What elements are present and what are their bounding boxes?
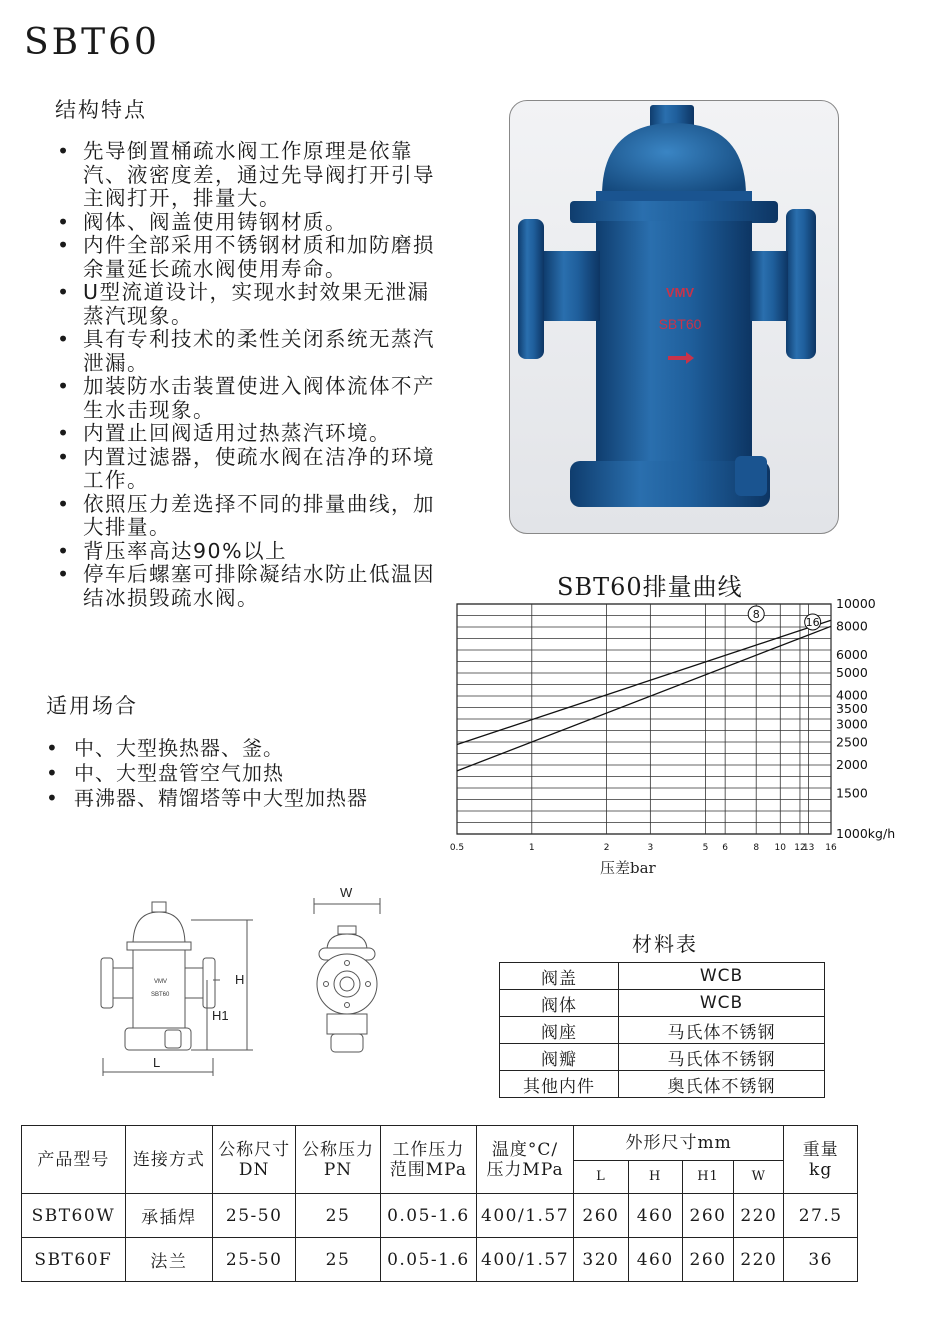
series-label: 8	[752, 608, 760, 621]
table-row	[500, 963, 825, 990]
model-text: SBT60	[658, 316, 702, 332]
feature-item: • 内件全部采用不锈钢材质和加防磨损余量延长疏水阀使用寿命。	[55, 234, 435, 281]
feature-item: • 依照压力差选择不同的排量曲线，加大排量。	[55, 493, 435, 540]
feature-item: • 加装防水击装置使进入阀体流体不产生水击现象。	[55, 375, 435, 422]
material-value: 马氏体不锈钢	[619, 1017, 825, 1044]
page-title: SBT60	[24, 22, 160, 63]
x-tick-label: 8	[753, 843, 760, 853]
header-range	[380, 1126, 476, 1194]
y-tick-label: 3500	[836, 700, 868, 716]
inlet-pipe	[544, 251, 600, 321]
header-w: W	[734, 1161, 784, 1194]
cell-l: 320	[574, 1238, 629, 1282]
label-h1: H1	[212, 1008, 229, 1023]
cell-h1: 260	[682, 1238, 734, 1282]
cell-w: 220	[734, 1238, 784, 1282]
header-temp	[477, 1126, 574, 1194]
x-axis-ticks	[450, 843, 837, 853]
cell-connection: 法兰	[125, 1238, 212, 1282]
table-row	[500, 1017, 825, 1044]
cell-dn: 25-50	[212, 1238, 295, 1282]
cell-temp: 400/1.57	[477, 1238, 574, 1282]
drawing-brand: VMV	[154, 979, 168, 985]
header-range-line1: 工作压力	[392, 1139, 465, 1160]
features-heading: 结构特点	[55, 98, 147, 122]
material-value: 马氏体不锈钢	[619, 1044, 825, 1071]
x-tick-label: 1	[528, 843, 535, 853]
cell-temp: 400/1.57	[477, 1194, 574, 1238]
application-item: • 中、大型盘管空气加热	[46, 761, 368, 786]
body-flange	[570, 201, 778, 223]
chart-title: SBT60排量曲线	[557, 573, 743, 601]
header-dims: 外形尺寸mm	[574, 1126, 784, 1161]
materials-heading: 材料表	[632, 932, 698, 956]
material-value: 奥氏体不锈钢	[619, 1071, 825, 1098]
cell-pn: 25	[296, 1194, 380, 1238]
steam-trap-illustration	[510, 101, 838, 533]
x-tick-label: 13	[802, 843, 815, 853]
cell-model: SBT60W	[22, 1194, 126, 1238]
product-photo	[509, 100, 839, 534]
header-weight-line1: 重量	[802, 1139, 839, 1160]
applications-list	[46, 736, 368, 811]
header-range-line2: 范围MPa	[389, 1159, 467, 1180]
brand-text: VMV	[665, 285, 695, 300]
material-part: 阀盖	[500, 963, 619, 990]
feature-item: • 内置止回阀适用过热蒸汽环境。	[55, 422, 435, 446]
y-tick-label: 5000	[836, 665, 868, 681]
capacity-chart	[440, 596, 920, 881]
x-tick-label: 6	[722, 843, 729, 853]
x-tick-label: 3	[647, 843, 654, 853]
y-tick-label: 6000	[836, 647, 868, 663]
y-tick-label: 4000	[836, 687, 868, 703]
header-model: 产品型号	[22, 1126, 126, 1194]
feature-item: • 先导倒置桶疏水阀工作原理是依靠汽、液密度差，通过先导阀打开引导主阀打开，排量大。	[55, 140, 435, 211]
y-tick-label: 1000kg/h	[836, 826, 896, 841]
y-tick-label: 8000	[836, 618, 868, 634]
cell-weight: 27.5	[784, 1194, 858, 1238]
y-tick-label: 10000	[836, 596, 876, 611]
material-part: 阀座	[500, 1017, 619, 1044]
header-temp-line1: 温度°C/	[491, 1139, 559, 1160]
cell-weight: 36	[784, 1238, 858, 1282]
table-row	[22, 1238, 858, 1282]
dimension-drawing	[95, 880, 395, 1080]
header-h1: H1	[682, 1161, 734, 1194]
cell-dn: 25-50	[212, 1194, 295, 1238]
header-l: L	[574, 1161, 629, 1194]
table-row	[500, 1044, 825, 1071]
header-connection: 连接方式	[125, 1126, 212, 1194]
y-tick-label: 3000	[836, 716, 868, 732]
valve-body	[596, 221, 752, 471]
front-view	[101, 902, 253, 1076]
cell-connection: 承插焊	[125, 1194, 212, 1238]
chart-series	[457, 606, 831, 771]
header-pn-line1: 公称压力	[301, 1139, 374, 1160]
material-part: 阀体	[500, 990, 619, 1017]
material-value: WCB	[619, 963, 825, 990]
header-dn	[212, 1126, 295, 1194]
application-item: • 再沸器、精馏塔等中大型加热器	[46, 786, 368, 811]
feature-item: • 背压率高达90%以上	[55, 540, 435, 564]
drain-plug	[735, 456, 767, 496]
series-line	[457, 626, 831, 771]
y-tick-label: 2500	[836, 734, 868, 750]
feature-item: • U型流道设计，实现水封效果无泄漏蒸汽现象。	[55, 281, 435, 328]
table-row	[500, 990, 825, 1017]
feature-item: • 内置过滤器，使疏水阀在洁净的环境工作。	[55, 446, 435, 493]
cell-l: 260	[574, 1194, 629, 1238]
dome	[602, 123, 746, 196]
side-view	[314, 898, 380, 1052]
outlet-flange	[786, 209, 816, 359]
drawing-model: SBT60	[151, 992, 170, 998]
x-tick-label: 0.5	[449, 843, 465, 853]
cell-h: 460	[628, 1194, 682, 1238]
cell-h: 460	[628, 1238, 682, 1282]
materials-table	[499, 962, 825, 1098]
cell-h1: 260	[682, 1194, 734, 1238]
x-tick-label: 10	[774, 843, 787, 853]
x-axis-label: 压差bar	[600, 859, 656, 877]
y-axis-ticks	[836, 596, 895, 841]
header-temp-line2: 压力MPa	[486, 1159, 564, 1180]
outlet-pipe	[750, 251, 788, 321]
cell-model: SBT60F	[22, 1238, 126, 1282]
table-row	[500, 1071, 825, 1098]
feature-item: • 阀体、阀盖使用铸钢材质。	[55, 211, 435, 235]
header-weight	[784, 1126, 858, 1194]
cell-range: 0.05-1.6	[380, 1238, 476, 1282]
cell-range: 0.05-1.6	[380, 1194, 476, 1238]
label-w: W	[340, 885, 353, 900]
label-h: H	[235, 972, 245, 987]
cell-w: 220	[734, 1194, 784, 1238]
header-h: H	[628, 1161, 682, 1194]
x-tick-label: 5	[702, 843, 709, 853]
feature-item: • 具有专利技术的柔性关闭系统无蒸汽泄漏。	[55, 328, 435, 375]
y-tick-label: 1500	[836, 785, 868, 801]
header-dn-line1: 公称尺寸	[218, 1139, 291, 1160]
material-value: WCB	[619, 990, 825, 1017]
feature-item: • 停车后螺塞可排除凝结水防止低温因结冰损毁疏水阀。	[55, 563, 435, 610]
features-list	[55, 140, 435, 610]
inlet-flange	[518, 219, 544, 359]
header-pn-line2: PN	[323, 1159, 353, 1180]
x-tick-label: 12	[794, 843, 806, 853]
x-tick-label: 2	[603, 843, 610, 853]
applications-heading: 适用场合	[46, 694, 138, 718]
table-header-row	[22, 1126, 858, 1161]
cell-pn: 25	[296, 1238, 380, 1282]
header-dn-line2: DN	[238, 1159, 270, 1180]
x-tick-label: 16	[825, 843, 837, 853]
header-pn	[296, 1126, 380, 1194]
material-part: 其他内件	[500, 1071, 619, 1098]
spec-table	[21, 1125, 858, 1282]
header-weight-line2: kg	[809, 1159, 833, 1180]
application-item: • 中、大型换热器、釜。	[46, 736, 368, 761]
y-tick-label: 2000	[836, 756, 868, 772]
label-l: L	[153, 1055, 161, 1070]
material-part: 阀瓣	[500, 1044, 619, 1071]
series-label: 16	[805, 616, 820, 629]
table-row	[22, 1194, 858, 1238]
